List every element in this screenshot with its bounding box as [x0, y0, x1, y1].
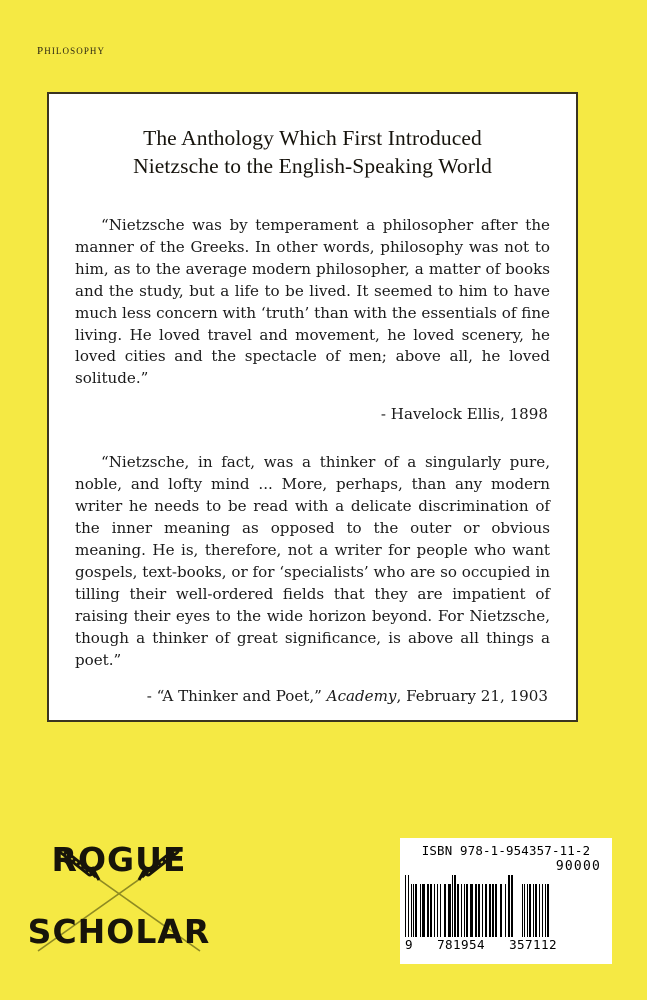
barcode-bar — [500, 884, 503, 937]
barcode-bar — [482, 884, 483, 937]
barcode-bar — [461, 884, 462, 937]
barcode-bar — [470, 884, 473, 937]
barcode-bar — [485, 884, 487, 937]
barcode-bar — [434, 884, 435, 937]
barcode-bar — [511, 875, 512, 937]
barcode-bar — [420, 884, 422, 937]
barcode-bars — [405, 875, 607, 937]
barcode-bar — [427, 884, 429, 937]
attribution-1-prefix: - Havelock Ellis, 1898 — [380, 405, 548, 424]
barcode-bar — [408, 875, 409, 937]
barcode-bar — [452, 875, 453, 937]
barcode-bar — [466, 884, 468, 937]
barcode-bar — [430, 884, 432, 937]
barcode-bar — [411, 884, 412, 937]
isbn-number: ISBN 978-1-954357-11-2 — [421, 843, 591, 858]
barcode-bar — [542, 884, 543, 937]
barcode-bar — [437, 884, 438, 937]
barcode-bars-main — [405, 875, 513, 937]
barcode-bar — [547, 884, 549, 937]
barcode-bar — [478, 884, 480, 937]
barcode-digit-group-2: 357112 — [509, 937, 557, 952]
barcode-bar — [524, 884, 525, 937]
isbn-barcode — [400, 838, 612, 964]
barcode-bar — [422, 884, 425, 937]
barcode-bar — [444, 884, 447, 937]
barcode-bar — [527, 884, 528, 937]
barcode-bar — [475, 884, 477, 937]
barcode-bar — [508, 875, 509, 937]
barcode-bar — [545, 884, 546, 937]
barcode-bar — [440, 884, 442, 937]
barcode-digit-group-1: 781954 — [437, 937, 485, 952]
category-header: philosophy — [37, 42, 106, 58]
review-attribution-1 — [75, 405, 550, 423]
review-quote-1: “Nietzsche was by temperament a philosopher after the manner of the Greeks. In other words, philosophy was not to him, as to the average modern philosopher, a matter of books and the study, but a life to be lived. It seemed to him to have much less concern with ‘truth’ than with the essentials of fine living. He loved travel and movement, he loved scenery, he loved cities and the spectacle of men; above all, he loved solitude.” — [75, 215, 550, 388]
page-title-line-1: The Anthology Which First Introduced — [143, 126, 482, 150]
barcode-bar — [405, 875, 406, 937]
barcode-bar — [533, 884, 534, 937]
barcode-bar — [492, 884, 494, 937]
crossed-swords-icon — [26, 833, 212, 955]
logo-text-scholar: SCHOLAR — [27, 912, 211, 951]
review-quote-2: “Nietzsche, in fact, was a thinker of a singularly pure, noble, and lofty mind ... More, perhaps, than any modern writer he needs to be read with a delicate discrimination of the inner meaning as opposed to the outer or obvious meaning. He is, therefore, not a writer for people who want gospels, text-books, or for ‘specialists’ who are so occupied in tilling their well-ordered fields that they are impatient of raising their eyes to the wide horizon beyond. For Nietzsche, though a thinker of great significance, is above all things a poet.” — [75, 453, 550, 670]
barcode-bar — [415, 884, 417, 937]
barcode-bar — [413, 884, 414, 937]
review-attribution-2 — [75, 687, 550, 705]
page-title — [75, 124, 550, 181]
quote-panel-inner — [49, 94, 576, 705]
barcode-bar — [464, 884, 465, 937]
barcode-digits — [405, 937, 557, 952]
publisher-logo — [26, 833, 212, 955]
barcode-bar — [495, 884, 497, 937]
barcode-bar — [489, 884, 491, 937]
barcode-bar — [505, 884, 506, 937]
barcode-bar — [529, 884, 531, 937]
barcode-bar — [522, 884, 523, 937]
barcode-bar — [457, 884, 459, 937]
attribution-2-source: Academy — [326, 687, 397, 706]
price-code: 90000 — [555, 859, 601, 874]
barcode-bar — [539, 884, 540, 937]
attribution-2-prefix: - “A Thinker and Poet,” — [146, 687, 327, 706]
barcode-bar — [448, 884, 450, 937]
attribution-2-suffix: , February 21, 1903 — [396, 687, 548, 706]
quote-panel — [47, 92, 578, 722]
page-title-line-2: Nietzsche to the English-Speaking World — [133, 154, 492, 179]
logo-text-rogue: ROGUE — [51, 840, 187, 879]
barcode-bar — [454, 875, 455, 937]
barcode-bars-addon — [522, 875, 551, 937]
barcode-bar — [535, 884, 538, 937]
barcode-digit-left: 9 — [405, 937, 413, 952]
